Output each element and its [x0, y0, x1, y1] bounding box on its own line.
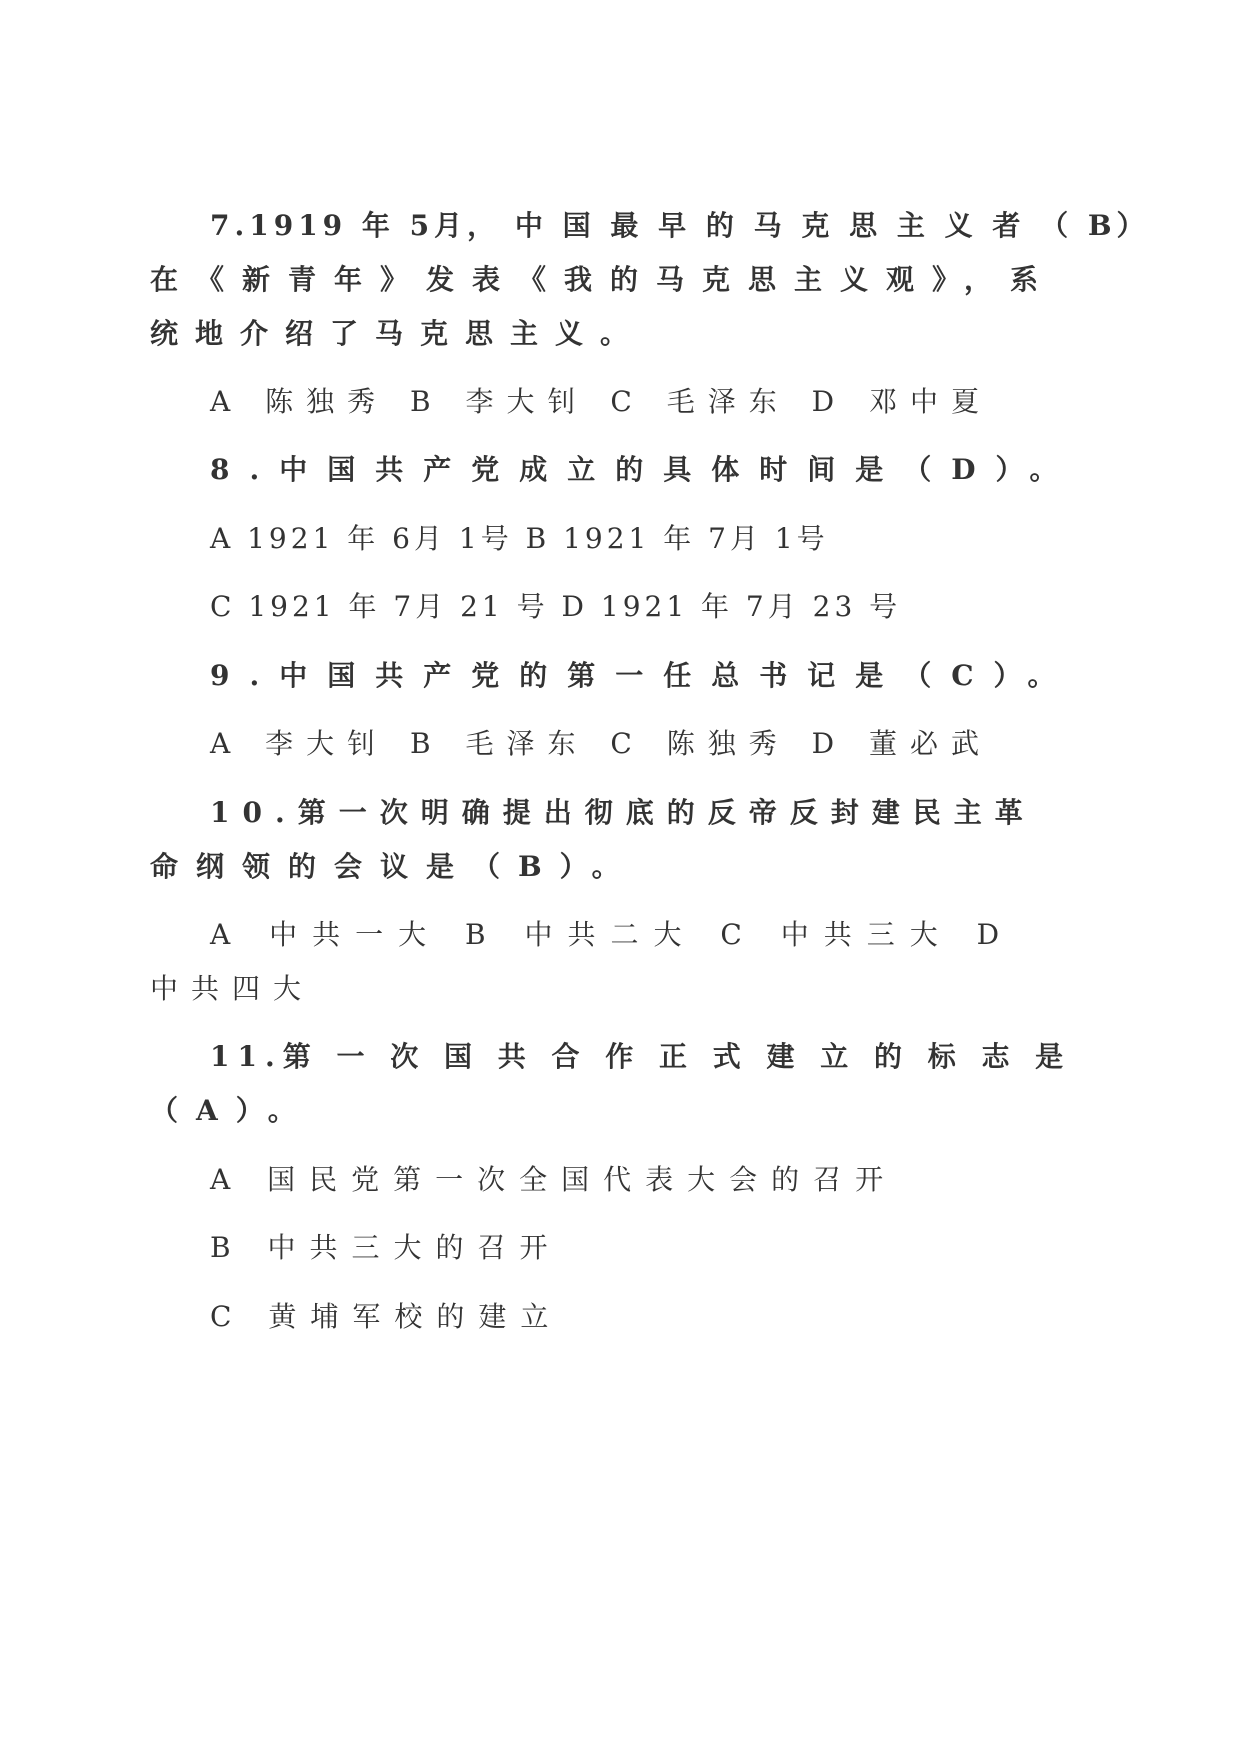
- question-8-options-1: A 1921 年 6月 1号 B 1921 年 7月 1号: [210, 522, 829, 555]
- question-11-option-b: B 中共三大的召开: [210, 1231, 562, 1264]
- question-10-line-2: 命纲领的会议是（B）。: [150, 850, 638, 883]
- question-10-line-1: 10.第一次明确提出彻底的反帝反封建民主革: [210, 796, 1036, 829]
- question-11-line-1: 11.第 一 次 国 共 合 作 正 式 建 立 的 标 志 是: [210, 1040, 1072, 1073]
- question-11-option-a: A 国民党第一次全国代表大会的召开: [210, 1163, 898, 1196]
- question-10-options-1: A 中共一大 B 中共二大 C 中共三大 D: [210, 918, 1015, 951]
- question-7-line-1: 7.1919 年 5月， 中 国 最 早 的 马 克 思 主 义 者 （ B）: [210, 209, 1150, 242]
- question-9-line-1: 9.中国共产党的第一任总书记是（C）。: [210, 659, 1076, 692]
- question-9-options: A 李大钊 B 毛泽东 C 陈独秀 D 董必武: [210, 727, 992, 760]
- question-7-line-3: 统地介绍了马克思主义。: [150, 317, 646, 350]
- question-8-line-1: 8.中国共产党成立的具体时间是（D）。: [210, 453, 1078, 486]
- question-10-options-2: 中共四大: [150, 972, 315, 1005]
- question-7-line-2: 在《新青年》发表《我的马克思主义观》，系: [150, 263, 1057, 296]
- question-8-options-2: C 1921 年 7月 21 号 D 1921 年 7月 23 号: [210, 590, 902, 623]
- question-11-line-2: （A）。: [150, 1094, 314, 1127]
- question-11-option-c: C 黄埔军校的建立: [210, 1300, 563, 1333]
- question-7-options: A 陈独秀 B 李大钊 C 毛泽东 D 邓中夏: [210, 385, 992, 418]
